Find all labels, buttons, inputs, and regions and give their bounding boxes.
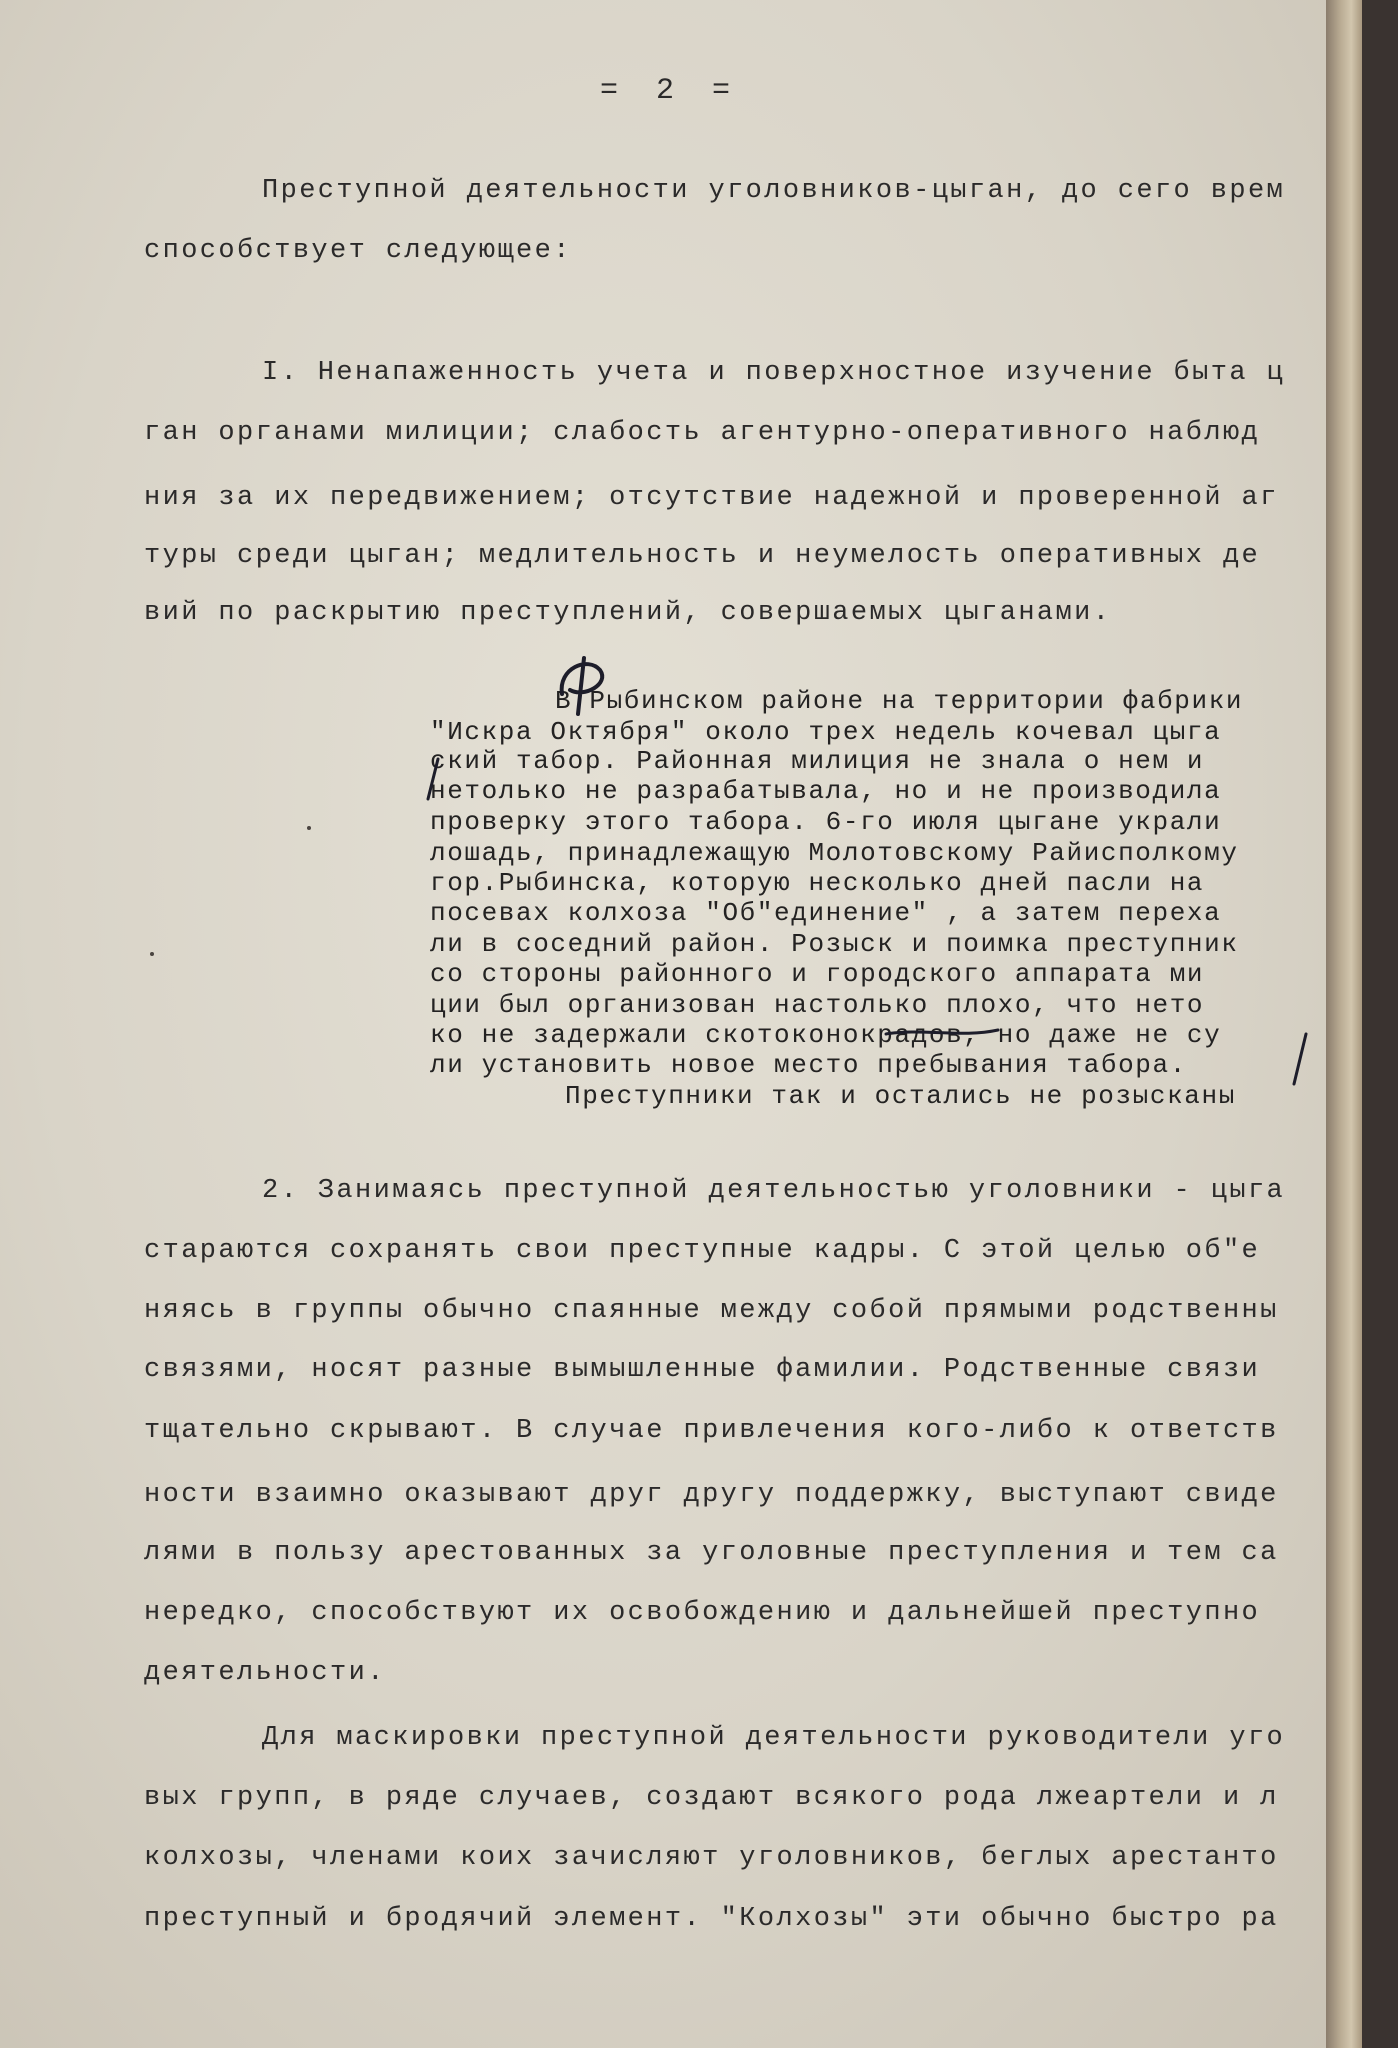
quote-line: гор.Рыбинска, которую несколько дней пасли на <box>430 868 1205 898</box>
handwritten-tick-mark <box>420 755 450 805</box>
quote-line: Преступники так и остались не розысканы <box>565 1081 1236 1111</box>
page-edge <box>1326 0 1362 2048</box>
quote-line: В Рыбинском районе на территории фабрики <box>555 686 1244 716</box>
text-line: ган органами милиции; слабость агентурно-оперативного наблюд <box>144 418 1261 448</box>
text-line: вых групп, в ряде случаев, создают всякого рода лжеартели и л <box>144 1783 1279 1813</box>
handwritten-correction-mark <box>548 650 628 720</box>
handwritten-tick-mark <box>1286 1030 1316 1090</box>
text-line: стараются сохранять свои преступные кадры. С этой целью об"е <box>144 1236 1261 1266</box>
text-line: преступный и бродячий элемент. "Колхозы" эти обычно быстро ра <box>144 1904 1279 1934</box>
text-line: Преступной деятельности уголовников-цыган, до сего врем <box>262 176 1286 206</box>
text-line: нередко, способствуют их освобождению и дальнейшей преступно <box>144 1598 1261 1628</box>
quote-line: лошадь, принадлежащую Молотовскому Райисполкому <box>430 838 1239 868</box>
text-line: связями, носят разные вымышленные фамилии. Родственные связи <box>144 1355 1261 1385</box>
quote-line: посевах колхоза "Об"единение" , а затем переха <box>430 898 1222 928</box>
quote-line: ли в соседний район. Розыск и поимка преступник <box>430 929 1239 959</box>
page-number: = 2 = <box>600 74 741 108</box>
text-line: тщательно скрывают. В случае привлечения кого-либо к ответств <box>144 1416 1279 1446</box>
text-line: I. Ненапаженность учета и поверхностное изучение быта ц <box>262 358 1286 388</box>
text-line: няясь в группы обычно спаянные между собой прямыми родственны <box>144 1296 1279 1326</box>
handwritten-underline-mark <box>882 1018 1002 1048</box>
text-line: вий по раскрытию преступлений, совершаемых цыганами. <box>144 598 1112 628</box>
quote-line: ции был организован настолько плохо, что нето <box>430 990 1205 1020</box>
quote-line: нетолько не разрабатывала, но и не производила <box>430 776 1222 806</box>
quote-line: ко не задержали скотоконокрадов, но даже не су <box>430 1020 1222 1050</box>
text-line: ния за их передвижением; отсутствие надежной и проверенной аг <box>144 483 1279 513</box>
quote-line: "Искра Октября" около трех недель кочевал цыга <box>430 717 1222 747</box>
text-line: способствует следующее: <box>144 236 572 266</box>
text-line: колхозы, членами коих зачисляют уголовников, беглых арестанто <box>144 1843 1279 1873</box>
ink-spot <box>307 826 311 830</box>
quote-line: проверку этого табора. 6-го июля цыгане украли <box>430 807 1222 837</box>
quote-line: ский табор. Районная милиция не знала о нем и <box>430 746 1205 776</box>
ink-spot <box>150 952 154 956</box>
text-line: деятельности. <box>144 1658 386 1688</box>
text-line: ности взаимно оказывают друг другу поддержку, выступают свиде <box>144 1480 1279 1510</box>
text-line: Для маскировки преступной деятельности руководители уго <box>262 1723 1286 1753</box>
quote-line: со стороны районного и городского аппарата ми <box>430 959 1205 989</box>
text-line: туры среди цыган; медлительность и неумелость оперативных де <box>144 541 1261 571</box>
text-line: 2. Занимаясь преступной деятельностью уголовники - цыга <box>262 1176 1286 1206</box>
quote-line: ли установить новое место пребывания табора. <box>430 1050 1187 1080</box>
text-line: лями в пользу арестованных за уголовные преступления и тем са <box>144 1538 1279 1568</box>
